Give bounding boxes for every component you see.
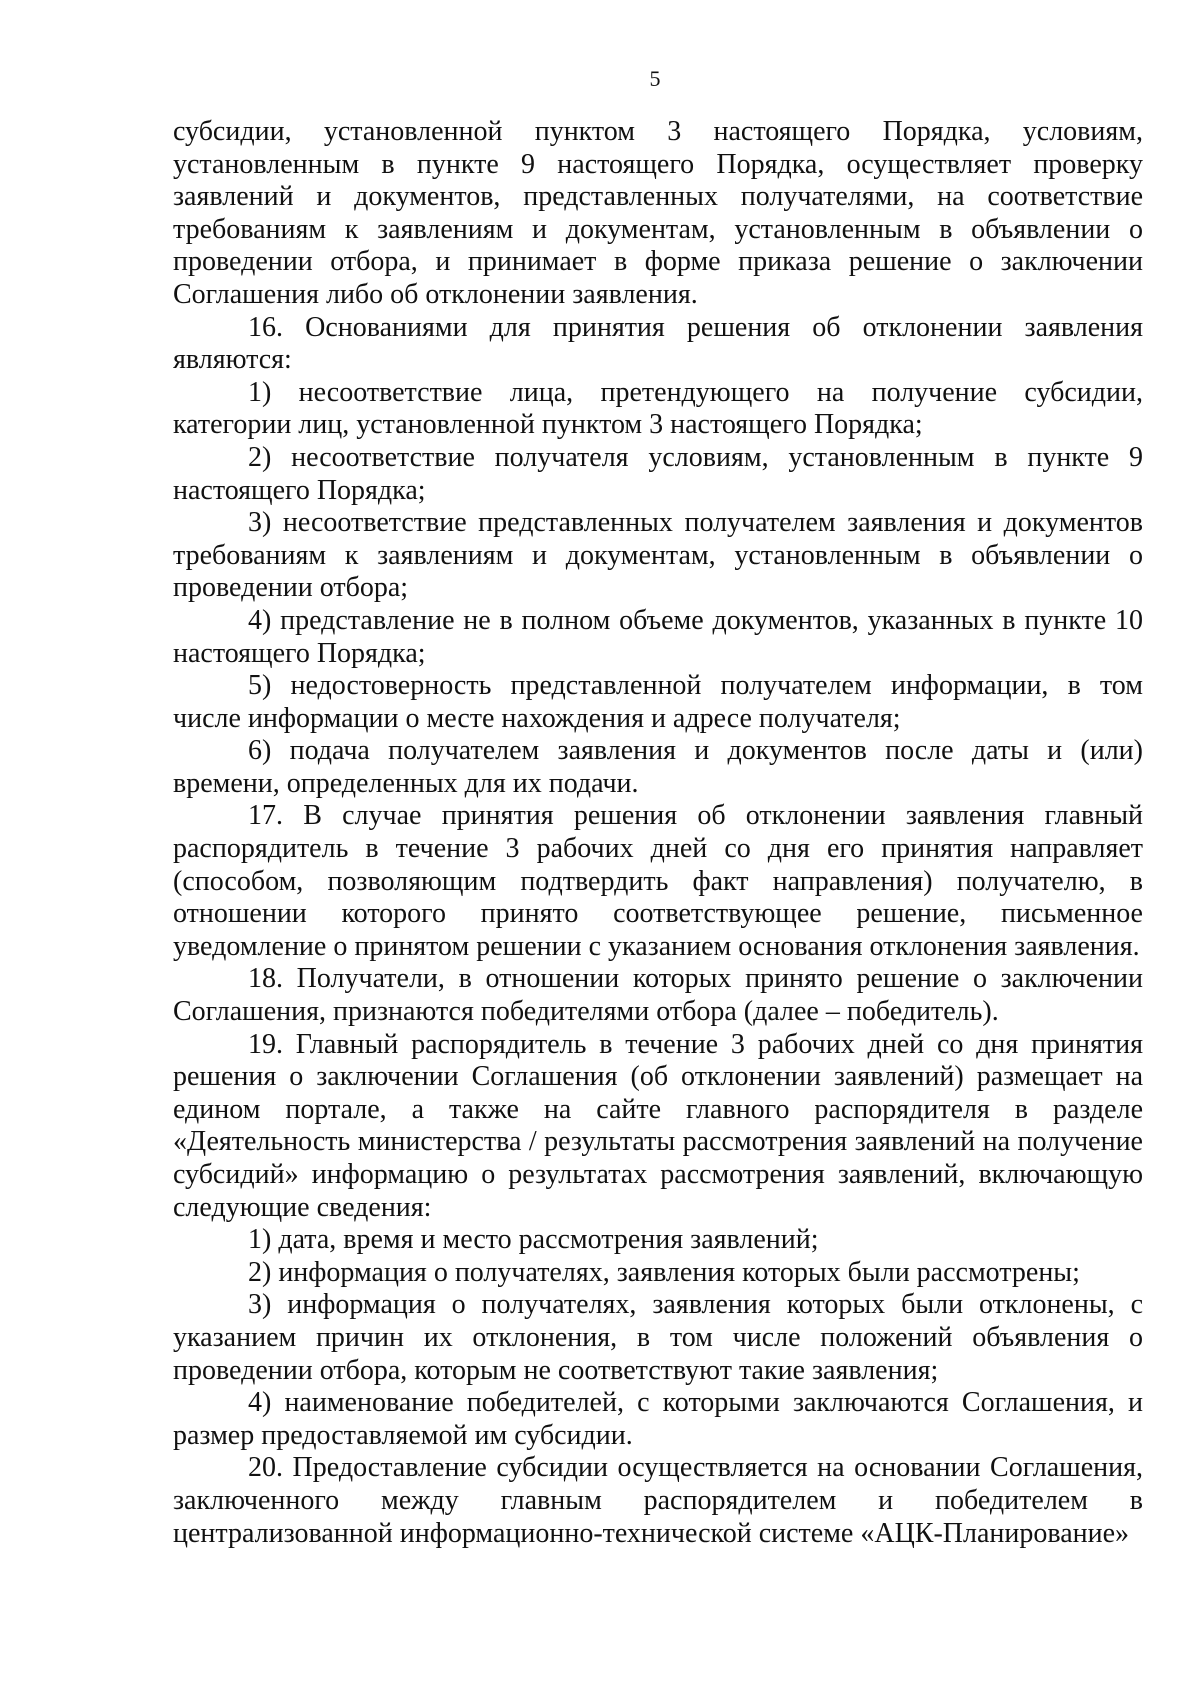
list-item-19-1: 1) дата, время и место рассмотрения заявлений; <box>248 1224 819 1256</box>
list-item-16-1: 1) несоответствие лица, претендующего на получение субсидии, категории лиц, установленной пунктом 3 настоящего Порядка; <box>173 376 1143 441</box>
paragraph-18: 18. Получатели, в отношении которых принято решение о заключении Соглашения, признаются победителями отбора (далее – победитель). <box>173 963 1143 1028</box>
list-item-16-4: 4) представление не в полном объеме документов, указанных в пункте 10 настоящего Порядка; <box>173 604 1143 669</box>
list-item-16-6: 6) подача получателем заявления и документов после даты и (или) времени, определенных для их подачи. <box>173 735 1143 799</box>
list-item-19-2: 2) информация о получателях, заявления которых были рассмотрены; <box>248 1256 1080 1288</box>
list-item-19-3: 3) информация о получателях, заявления которых были отклонены, с указанием причин их отклонения, в том числе положений объявления о проведении отбора, которым не соответствуют такие заявления; <box>173 1289 1143 1386</box>
document-body <box>173 116 1143 1550</box>
page-number: 5 <box>649 66 661 91</box>
list-item-16-2: 2) несоответствие получателя условиям, установленным в пункте 9 настоящего Порядка; <box>173 441 1143 506</box>
paragraph-16: 16. Основаниями для принятия решения об отклонении заявления являются: <box>173 311 1143 376</box>
list-item-16-5: 5) недостоверность представленной получателем информации, в том числе информации о месте нахождения и адресе получателя; <box>173 670 1143 734</box>
paragraph-20: 20. Предоставление субсидии осуществляется на основании Соглашения, заключенного между главным распорядителем и победителем в централизованной информационно-технической системе «АЦК-Планирование» <box>173 1452 1143 1549</box>
list-item-19-4: 4) наименование победителей, с которыми заключаются Соглашения, и размер предоставляемой им субсидии. <box>173 1387 1143 1451</box>
paragraph-19: 19. Главный распорядитель в течение 3 рабочих дней со дня принятия решения о заключении Соглашения (об отклонении заявлений) размещает на едином портале, а также на сайте главного распорядителя в разделе «Деятельность министерства / результаты рассмотрения заявлений на получение субсидий» информацию о результатах рассмотрения заявлений, включающую следующие сведения: <box>173 1028 1143 1223</box>
paragraph-continuation: субсидии, установленной пунктом 3 настоящего Порядка, условиям, установленным в пункте 9 настоящего Порядка, осуществляет проверку заявлений и документов, представленных получателями, на соответствие требованиям к заявлениям и документам, установленным в объявлении о проведении отбора, и принимает в форме приказа решение о заключении Соглашения либо об отклонении заявления. <box>173 116 1143 310</box>
paragraph-17: 17. В случае принятия решения об отклонении заявления главный распорядитель в течение 3 рабочих дней со дня его принятия направляет (способом, позволяющим подтвердить факт направления) получателю, в отношении которого принято соответствующее решение, письменное уведомление о принятом решении с указанием основания отклонения заявления. <box>173 800 1143 962</box>
list-item-16-3: 3) несоответствие представленных получателем заявления и документов требованиям к заявлениям и документам, установленным в объявлении о проведении отбора; <box>173 507 1143 604</box>
